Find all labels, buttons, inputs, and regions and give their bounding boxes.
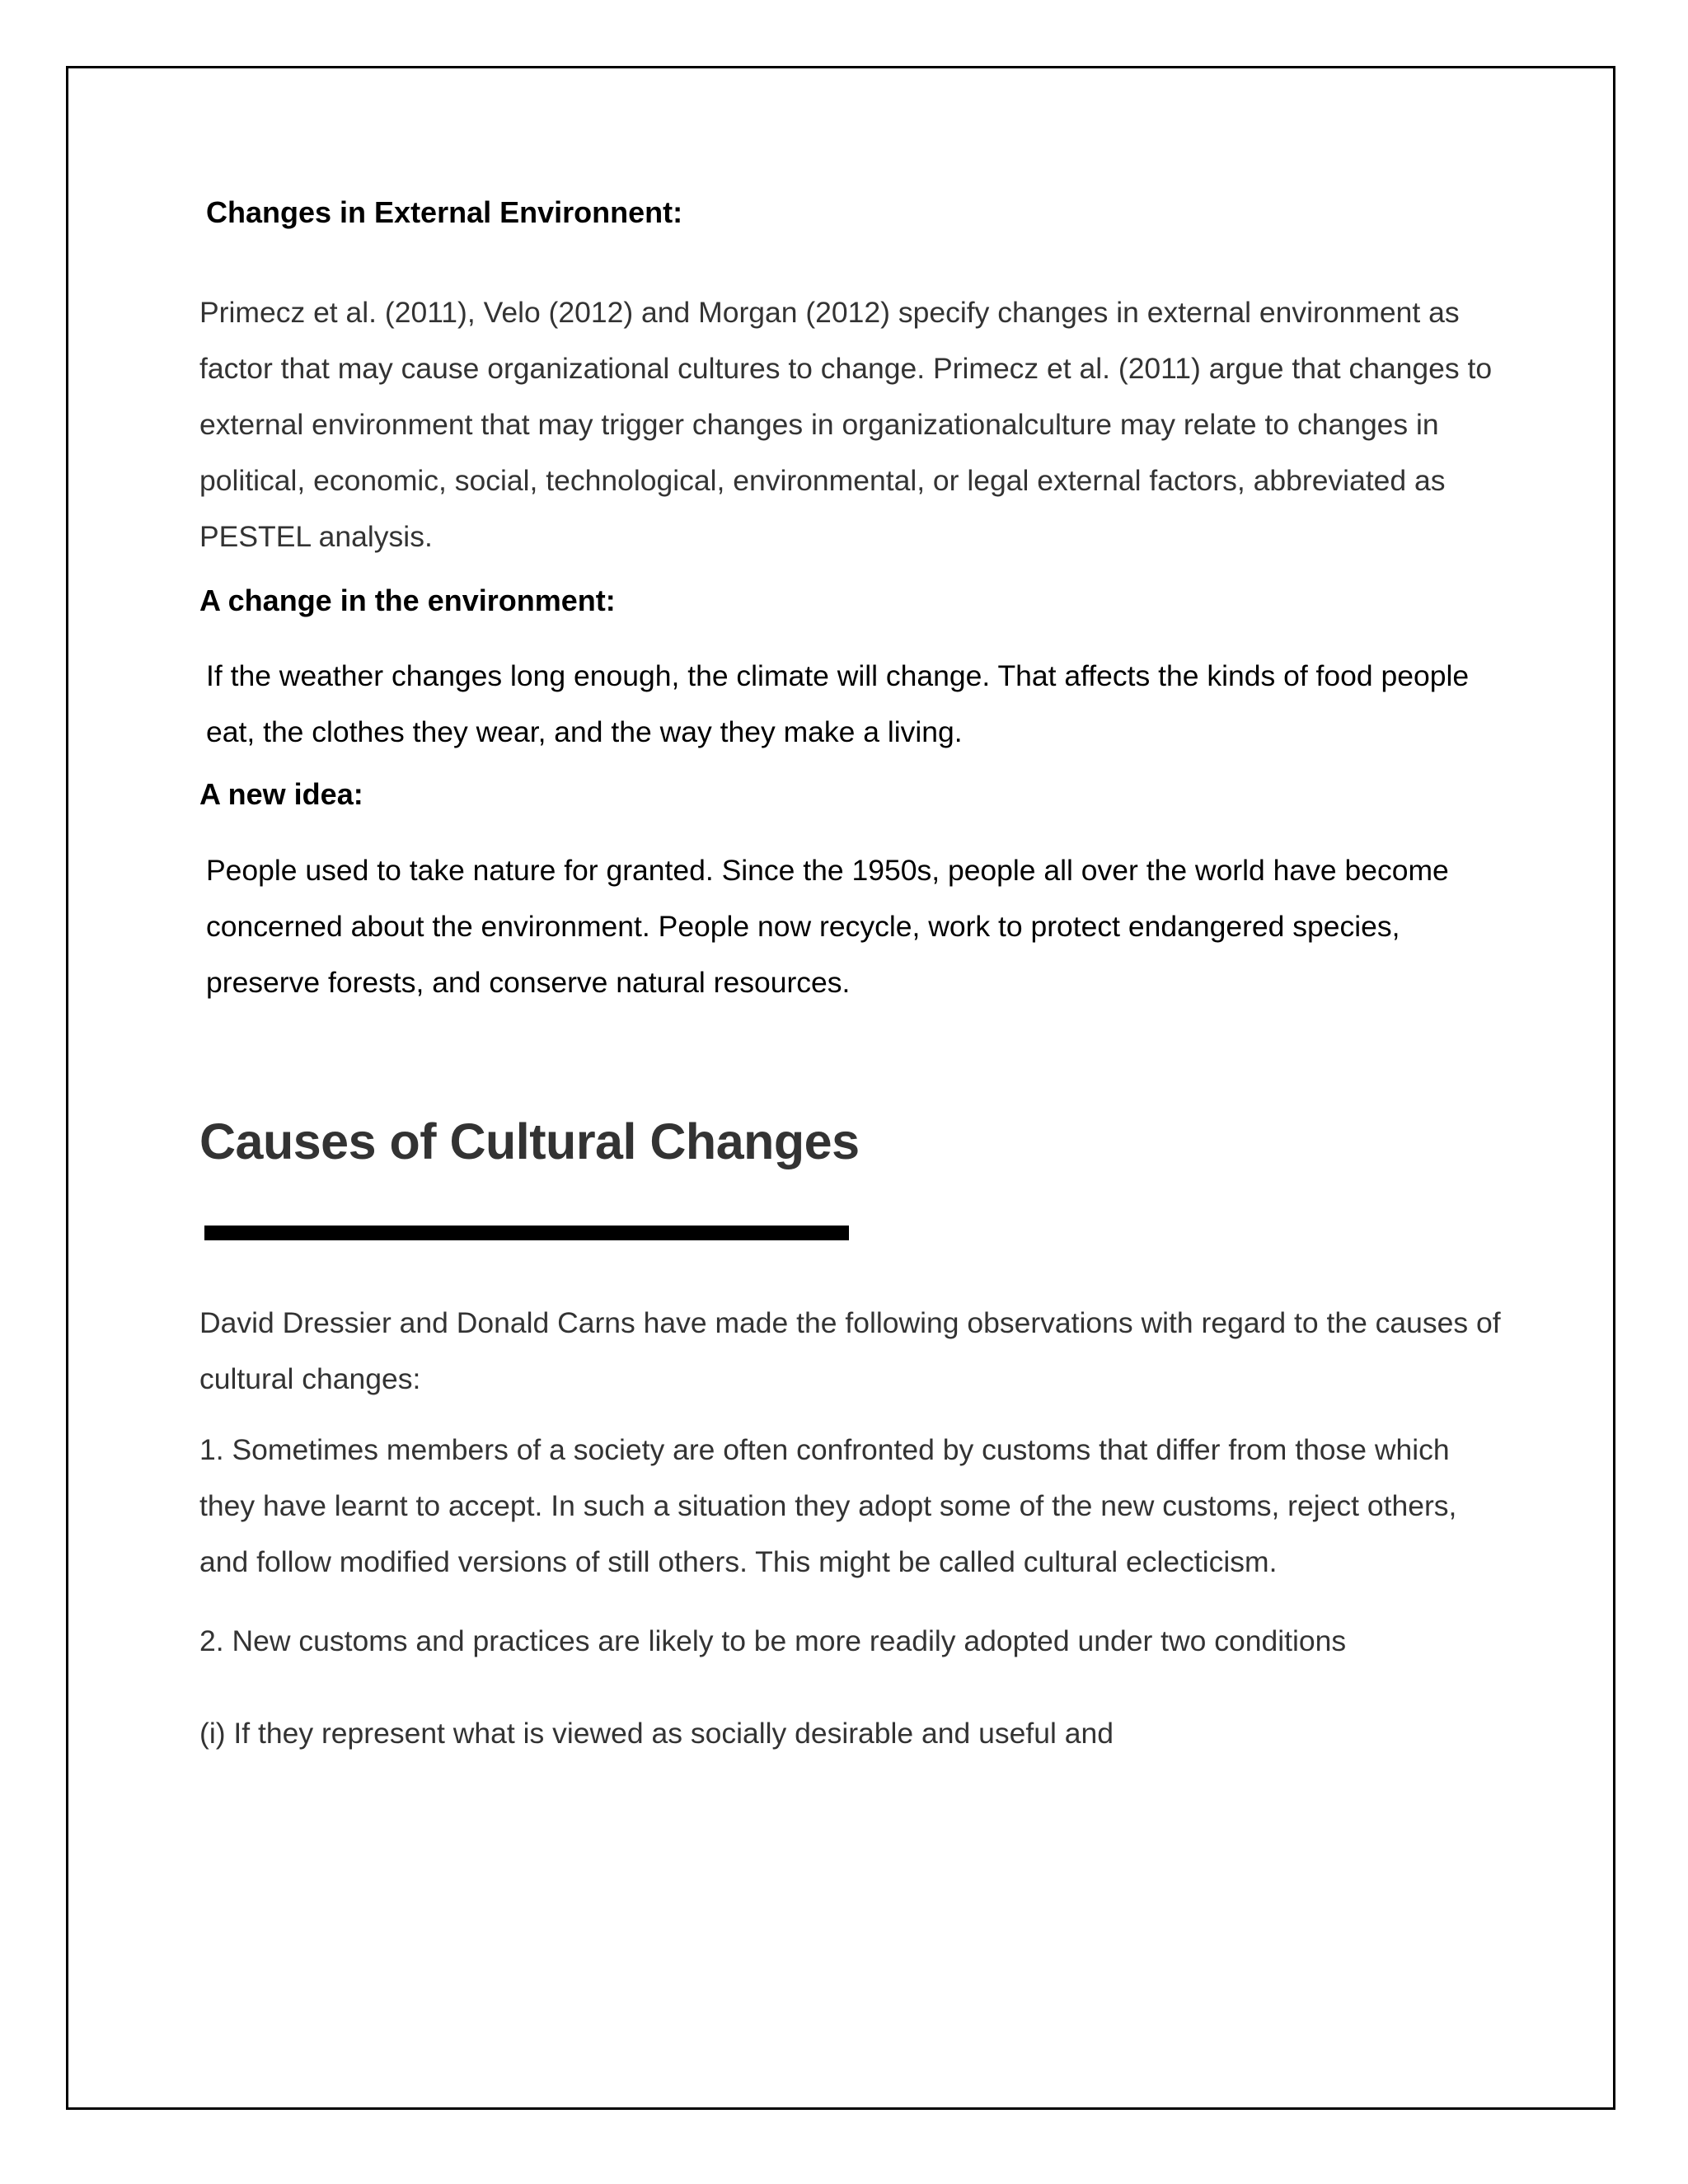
- paragraph-external-environment: Primecz et al. (2011), Velo (2012) and Morgan (2012) specify changes in external environment as factor that may cause organizational cultures to change. Primecz et al. (2011) argue that changes to external environment that may trigger changes in organizationalculture may relate to changes in political, economic, social, technological, environmental, or legal external factors, abbreviated as PESTEL analysis.: [199, 296, 1493, 554]
- list-item-cultural-eclecticism: 1. Sometimes members of a society are often confronted by customs that differ from those which they have learnt to accept. In such a situation they adopt some of the new customs, reject others, and follow modified versions of still others. This might be called cultural eclecticism.: [199, 1432, 1457, 1578]
- heading-external-environment: Changes in External Environnent:: [206, 195, 683, 229]
- paragraph-new-idea: People used to take nature for granted. Since the 1950s, people all over the world have become concerned about the environment. People now recycle, work to protect endangered species, preserve forests, and conserve natural resources.: [206, 853, 1449, 999]
- paragraph-causes-intro: David Dressier and Donald Carns have made the following observations with regard to the causes of cultural changes:: [199, 1305, 1501, 1395]
- list-item-new-customs: 2. New customs and practices are likely to be more readily adopted under two conditions: [199, 1624, 1347, 1657]
- paragraph-change-in-environment: If the weather changes long enough, the climate will change. That affects the kinds of food people eat, the clothes they wear, and the way they make a living.: [206, 659, 1470, 749]
- document-body: [199, 191, 1502, 1761]
- heading-new-idea: A new idea:: [199, 777, 363, 812]
- title-underline-rule: [204, 1226, 849, 1240]
- heading-change-in-environment: A change in the environment:: [199, 583, 616, 618]
- section-title-causes: Causes of Cultural Changes: [199, 1113, 860, 1169]
- list-item-condition-one: (i) If they represent what is viewed as socially desirable and useful and: [199, 1716, 1114, 1750]
